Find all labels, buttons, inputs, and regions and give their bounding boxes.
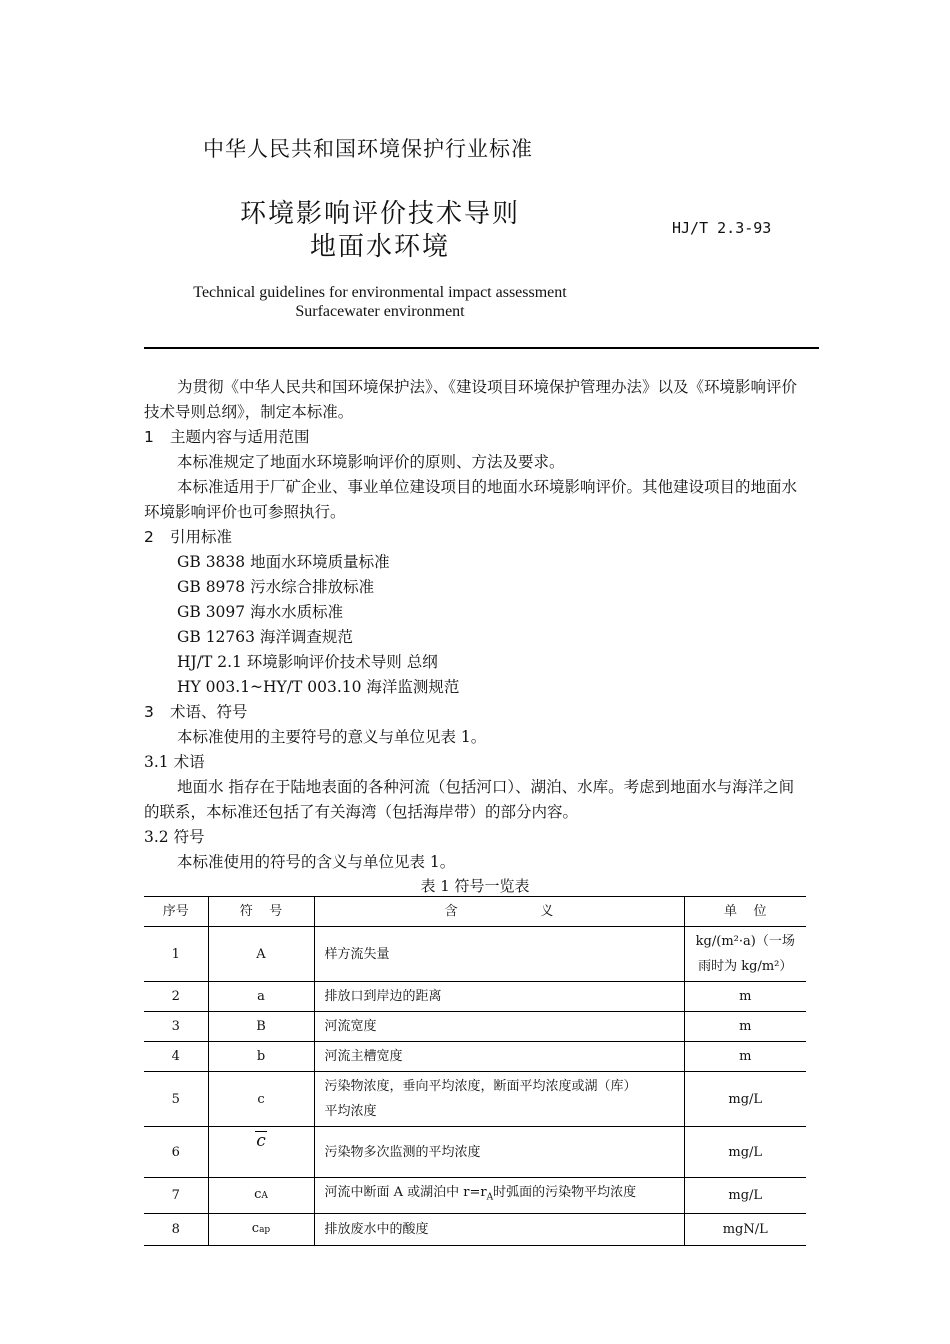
row-symbol: c	[208, 1072, 314, 1127]
reference-item: HY 003.1~HY/T 003.10 海洋监测规范	[177, 678, 460, 696]
row-unit: m	[684, 1012, 806, 1042]
symbol-subscript: ap	[259, 1224, 271, 1235]
section-number: 1	[144, 428, 154, 446]
unit-line: 雨时为 kg/m²）	[698, 959, 793, 974]
section-3-2-heading: 3.2 符号	[144, 828, 205, 846]
reference-item: HJ/T 2.1 环境影响评价技术导则 总纲	[177, 653, 438, 671]
table-row	[144, 1178, 806, 1214]
row-unit: m	[684, 982, 806, 1012]
table-row	[144, 1127, 806, 1178]
unit-line: kg/(m²·a)（一场	[695, 934, 795, 949]
row-number: 2	[144, 982, 208, 1012]
row-number: 1	[144, 927, 208, 982]
section-number: 3	[144, 703, 154, 721]
section-3-1-heading: 3.1 术语	[144, 753, 205, 771]
section-1-heading	[144, 425, 310, 447]
row-meaning: 样方流失量	[314, 927, 684, 982]
row-symbol	[208, 1127, 314, 1178]
row-unit: mgN/L	[684, 1213, 806, 1245]
doc-title-line1: 环境影响评价技术导则	[239, 199, 520, 229]
doc-title-line2: 地面水环境	[309, 232, 450, 262]
symbol-base: c	[254, 1186, 262, 1202]
table-header-row	[144, 897, 806, 927]
reference-item: GB 8978 污水综合排放标准	[177, 578, 375, 596]
symbol-table	[144, 896, 806, 1246]
section-title: 主题内容与适用范围	[170, 428, 310, 446]
row-number: 7	[144, 1178, 208, 1214]
section-title: 引用标准	[170, 528, 233, 546]
table-row	[144, 982, 806, 1012]
table-row	[144, 1042, 806, 1072]
section-3-1-paragraph: 地面水 指存在于陆地表面的各种河流（包括河口）、湖泊、水库。考虑到地面水与海洋之间的联系，本标准还包括了有关海湾（包括海岸带）的部分内容。	[144, 778, 795, 821]
english-title-line2: Surfacewater environment	[295, 303, 465, 320]
section-number: 2	[144, 528, 154, 546]
meaning-subscript: A	[486, 1192, 494, 1203]
row-unit: mg/L	[684, 1127, 806, 1178]
row-symbol: b	[208, 1042, 314, 1072]
row-number: 8	[144, 1213, 208, 1245]
row-symbol: A	[208, 927, 314, 982]
row-unit: m	[684, 1042, 806, 1072]
column-header-symbol: 符 号	[208, 897, 314, 927]
row-unit: mg/L	[684, 1178, 806, 1214]
english-title-line1: Technical guidelines for environmental impact assessment	[193, 284, 567, 301]
reference-item: GB 3097 海水水质标准	[177, 603, 344, 621]
section-3-paragraph: 本标准使用的主要符号的意义与单位见表 1。	[177, 728, 487, 746]
column-header-unit: 单 位	[684, 897, 806, 927]
standard-org-title: 中华人民共和国环境保护行业标准	[203, 137, 533, 161]
symbol-base: c	[251, 1220, 260, 1236]
row-symbol: a	[208, 982, 314, 1012]
reference-item: GB 12763 海洋调查规范	[177, 628, 353, 646]
row-symbol	[208, 1178, 314, 1214]
row-meaning: 河流主槽宽度	[314, 1042, 684, 1072]
meaning-line: 平均浓度	[324, 1104, 377, 1119]
section-title: 术语、符号	[170, 703, 248, 721]
row-number: 6	[144, 1127, 208, 1178]
meaning-line: 污染物浓度，垂向平均浓度，断面平均浓度或湖（库）	[324, 1079, 637, 1094]
row-number: 5	[144, 1072, 208, 1127]
row-unit	[684, 927, 806, 982]
row-number: 4	[144, 1042, 208, 1072]
table-caption: 表 1 符号一览表	[420, 877, 530, 895]
meaning-text: 河流中断面 A 或湖泊中 r=r	[324, 1185, 487, 1200]
c-bar-symbol: c	[256, 1130, 266, 1151]
table-row	[144, 927, 806, 982]
section-3-heading	[144, 700, 248, 722]
row-symbol	[208, 1213, 314, 1245]
column-header-meaning: 含 义	[314, 897, 684, 927]
table-row	[144, 1072, 806, 1127]
section-1-paragraph-2: 本标准适用于厂矿企业、事业单位建设项目的地面水环境影响评价。其他建设项目的地面水环境影响评价也可参照执行。	[144, 478, 798, 521]
table-row	[144, 1012, 806, 1042]
reference-item: GB 3838 地面水环境质量标准	[177, 553, 390, 571]
row-meaning: 河流宽度	[314, 1012, 684, 1042]
row-number: 3	[144, 1012, 208, 1042]
column-header-number: 序号	[144, 897, 208, 927]
row-meaning	[314, 1072, 684, 1127]
row-unit: mg/L	[684, 1072, 806, 1127]
header-divider	[144, 347, 819, 349]
table-row	[144, 1213, 806, 1245]
row-meaning: 污染物多次监测的平均浓度	[314, 1127, 684, 1178]
intro-paragraph: 为贯彻《中华人民共和国环境保护法》、《建设项目环境保护管理办法》以及《环境影响评价技术导则总纲》，制定本标准。	[144, 378, 798, 421]
row-meaning: 排放口到岸边的距离	[314, 982, 684, 1012]
row-meaning: 排放废水中的酸度	[314, 1213, 684, 1245]
standard-code: HJ/T 2.3-93	[672, 219, 772, 237]
section-1-paragraph-1: 本标准规定了地面水环境影响评价的原则、方法及要求。	[177, 453, 565, 471]
row-meaning	[314, 1178, 684, 1214]
section-2-heading	[144, 525, 232, 547]
symbol-subscript: A	[261, 1190, 268, 1201]
section-3-2-paragraph: 本标准使用的符号的含义与单位见表 1。	[177, 853, 456, 871]
meaning-text: 时弧面的污染物平均浓度	[493, 1185, 637, 1200]
row-symbol: B	[208, 1012, 314, 1042]
